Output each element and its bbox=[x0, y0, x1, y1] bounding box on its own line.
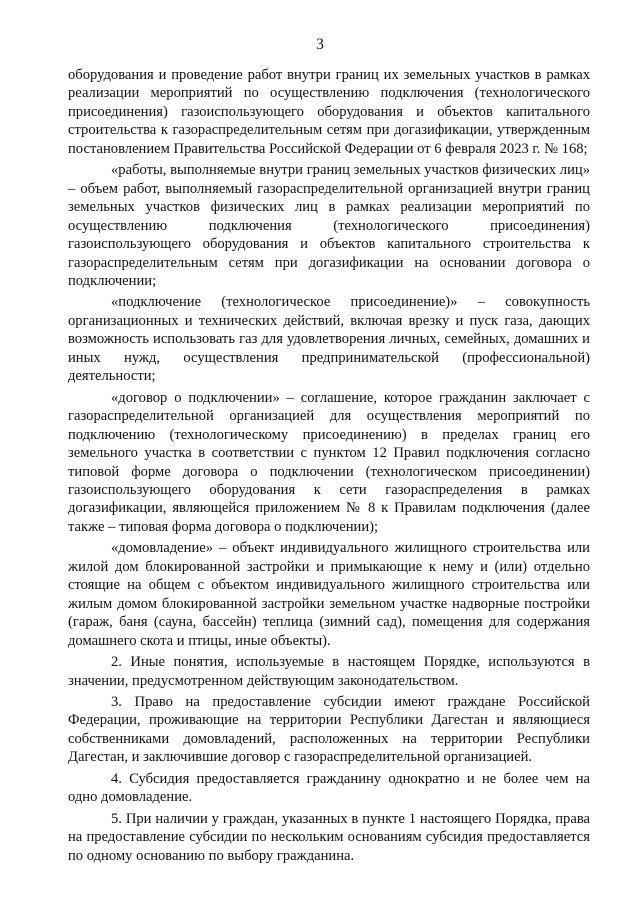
paragraph-clause-2: 2. Иные понятия, используемые в настоящем Порядке, используются в значении, предусмотренном действующим законодательством. bbox=[68, 654, 590, 689]
paragraph-clause-4: 4. Субсидия предоставляется гражданину однократно и не более чем на одно домовладение. bbox=[68, 770, 590, 806]
paragraph-definition-connection: «подключение (технологическое присоединение)» – совокупность организационных и технических действий, включая врезку и пуск газа, дающих возможность использовать газ для удовлетворения личных, семейных, домашних и иных нужд, осуществления предпринимательской (профессиональной) деятельности; bbox=[68, 294, 590, 385]
paragraph-definition-works-within-plots: «работы, выполняемые внутри границ земельных участков физических лиц» – объем работ, выполняемый газораспределительной организацией внутри границ земельных участков физических лиц в рамках реализации мероприятий по осуществлению подключения (технологического присоединения) газоиспользующего оборудования и объектов капитального строительства к газораспределительным сетям при догазификации на основании договора о подключении; bbox=[68, 162, 590, 289]
paragraph-clause-5: 5. При наличии у граждан, указанных в пункте 1 настоящего Порядка, права на предоставление субсидии по нескольким основаниям субсидия предоставляется по одному основанию по выбору гражданина. bbox=[68, 810, 590, 864]
page-number: 3 bbox=[316, 36, 324, 53]
paragraph-continuation: оборудования и проведение работ внутри границ их земельных участков в рамках реализации мероприятий по осуществлению подключения (технологического присоединения) газоиспользующего оборудования и объектов капитального строительства к газораспределительным сетям при догазификации, утвержденным постановлением Правительства Российской Федерации от 6 февраля 2023 г. № 168; bbox=[68, 67, 590, 157]
paragraph-definition-connection-agreement: «договор о подключении» – соглашение, которое гражданин заключает с газораспределительной организацией для осуществления мероприятий по подключению (технологическому присоединению) в пределах границ его земельного участка в соответствии с пунктом 12 Правил подключения согласно типовой форме договора о подключении (технологическом присоединении) газоиспользующего оборудования к сети газораспределения в рамках догазификации, являющейся приложением № 8 к Правилам подключения (далее также – типовая форма договора о подключении); bbox=[68, 389, 590, 535]
document-body bbox=[68, 66, 590, 865]
paragraph-clause-3: 3. Право на предоставление субсидии имеют граждане Российской Федерации, проживающие на территории Республики Дагестан и являющиеся собственниками домовладений, расположенных на территории Республики Дагестан, и заключившие договор с газораспределительной организацией. bbox=[68, 693, 590, 766]
paragraph-definition-household: «домовладение» – объект индивидуального жилищного строительства или жилой дом блокированной застройки и примыкающие к нему и (или) отдельно стоящие на общем с объектом индивидуального жилищного строительства или жилым домом блокированной застройки земельном участке надворные постройки (гараж, баня (сауна, бассейн) теплица (зимний сад), помещения для содержания домашнего скота и птицы, иные объекты). bbox=[68, 540, 590, 649]
